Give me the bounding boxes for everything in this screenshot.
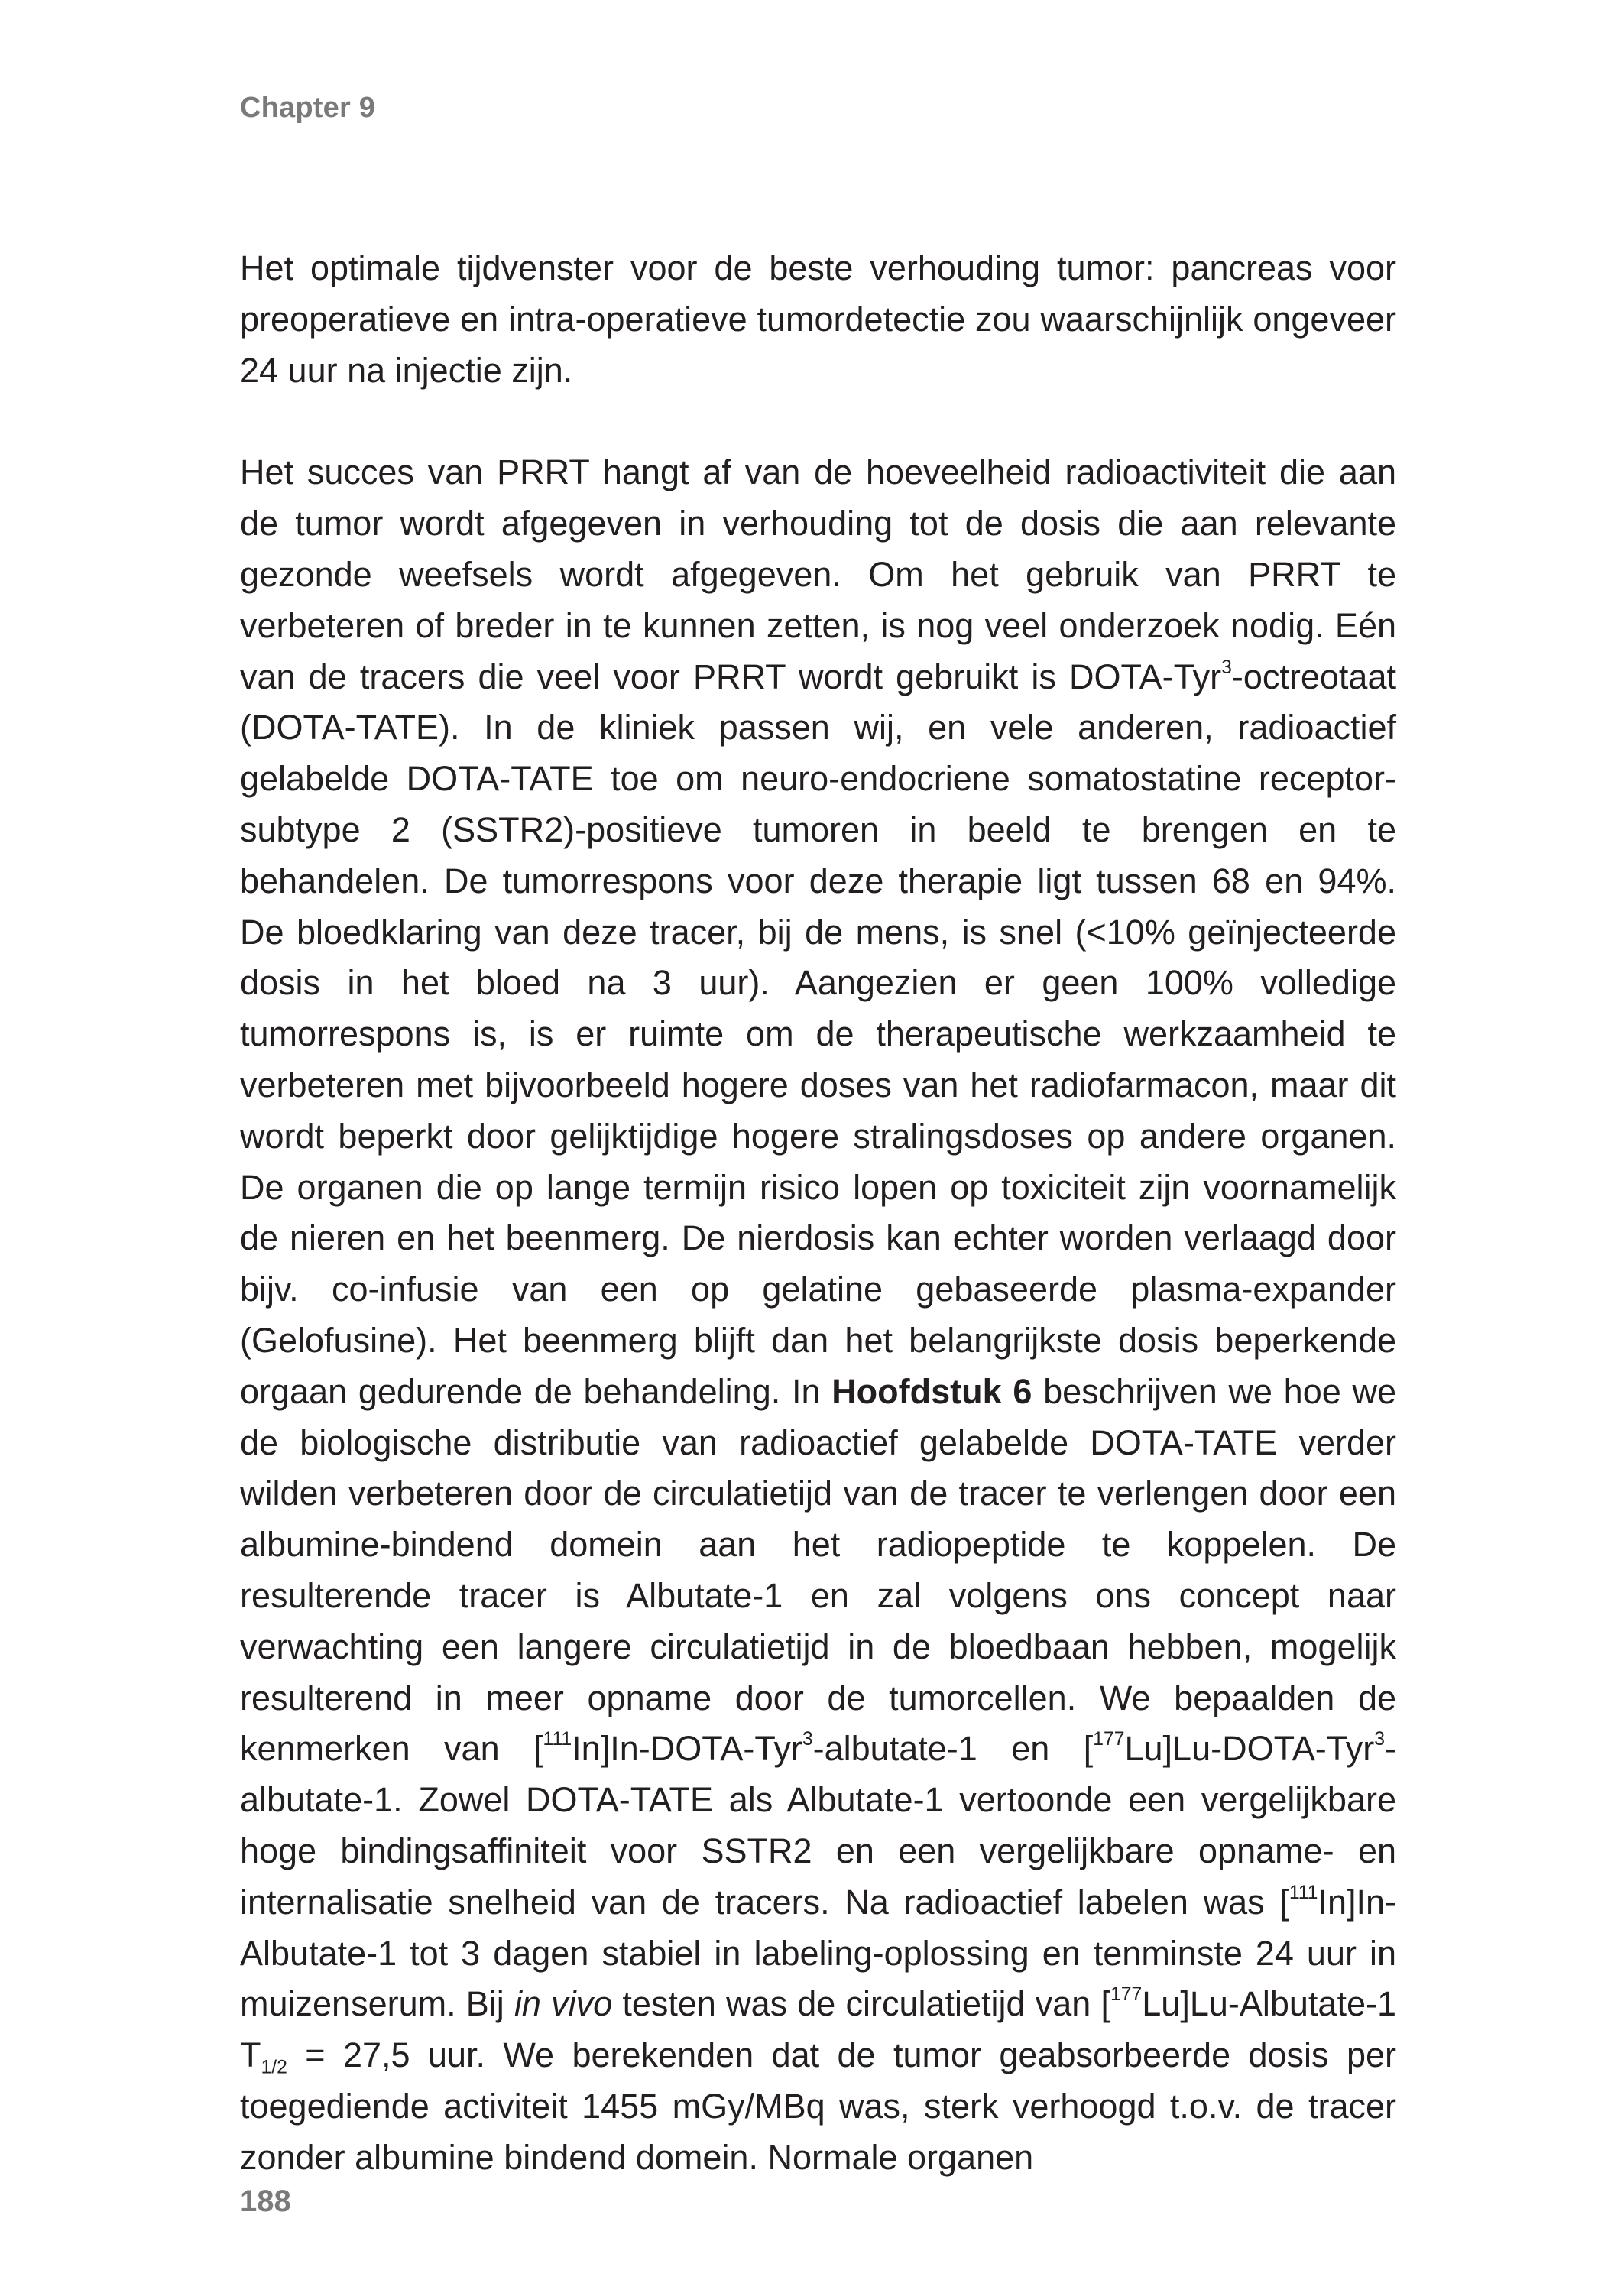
superscript: 177 [1110, 1984, 1143, 2006]
text-run: -albutate-1 en [ [812, 1729, 1094, 1769]
superscript: 3 [802, 1729, 813, 1750]
paragraph-2 [240, 447, 1396, 2183]
text-run: In]In-Albutate-1 tot 3 dagen stabiel in labeling-oplossing en tenminste 24 uur in muizenserum. Bij [240, 1882, 1396, 2024]
bold-chapter-reference: Hoofdstuk 6 [831, 1371, 1032, 1411]
text-run: Lu]Lu-Albutate-1 T [240, 1984, 1396, 2075]
superscript: 3 [1221, 657, 1232, 678]
paragraph-1: Het optimale tijdvenster voor de beste verhouding tumor: pancreas voor preoperatieve en intra-operatieve tumordetectie zou waarschijnlijk ongeveer 24 uur na injectie zijn. [240, 248, 1396, 390]
text-run: -octreotaat (DOTA-TATE). In de kliniek passen wij, en vele anderen, radioactief gelabelde DOTA-TATE toe om neuro-endocriene somatostatine receptor-subtype 2 (SSTR2)-positieve tumoren in beeld te brengen en te behandelen. De tumorrespons voor deze therapie ligt tussen 68 en 94%. De bloedklaring van deze tracer, bij de mens, is snel (<10% geïnjecteerde dosis in het bloed na 3 uur). Aangezien er geen 100% volledige tumorrespons is, is er ruimte om de therapeutische werkzaamheid te verbeteren met bijvoorbeeld hogere doses van het radiofarmacon, maar dit wordt beperkt door gelijktijdige hogere stralingsdoses op andere organen. De organen die op lange termijn risico lopen op toxiciteit zijn voornamelijk de nieren en het beenmerg. De nierdosis kan echter worden verlaagd door bijv. co-infusie van een op gelatine gebaseerde plasma-expander (Gelofusine). Het beenmerg blijft dan het belangrijkste dosis beperkende orgaan gedurende de behandeling. In [240, 657, 1396, 1411]
text-run: beschrijven we hoe we de biologische distributie van radioactief gelabelde DOTA-TATE verder wilden verbeteren door de circulatietijd van de tracer te verlengen door een albumine-bindend domein aan het radiopeptide te koppelen. De resulterende tracer is Albutate-1 en zal volgens ons concept naar verwachting een langere circulatietijd in de bloedbaan hebben, mogelijk resulterend in meer opname door de tumorcellen. We bepaalden de kenmerken van [ [240, 1371, 1396, 1769]
body-text [240, 243, 1396, 2183]
page-number: 188 [240, 2184, 291, 2218]
text-run: -albutate-1. Zowel DOTA-TATE als Albutate-1 vertoonde een vergelijkbare hoge bindingsaffiniteit voor SSTR2 en een vergelijkbare opname- en internalisatie snelheid van de tracers. Na radioactief labelen was [ [240, 1729, 1396, 1922]
superscript: 111 [1289, 1882, 1318, 1903]
text-run: = 27,5 uur. We berekenden dat de tumor geabsorbeerde dosis per toegediende activiteit 1455 mGy/MBq was, sterk verhoogd t.o.v. de tracer zonder albumine bindend domein. Normale organen [240, 2035, 1396, 2177]
running-head: Chapter 9 [240, 92, 376, 124]
subscript: 1/2 [261, 2057, 287, 2078]
text-run: Lu]Lu-DOTA-Tyr [1124, 1729, 1375, 1769]
superscript: 111 [543, 1729, 572, 1750]
text-run: In]In-DOTA-Tyr [572, 1729, 802, 1769]
superscript: 3 [1374, 1729, 1385, 1750]
text-run: Het succes van PRRT hangt af van de hoeveelheid radioactiviteit die aan de tumor wordt afgegeven in verhouding tot de dosis die aan relevante gezonde weefsels wordt afgegeven. Om het gebruik van PRRT te verbeteren of breder in te kunnen zetten, is nog veel onderzoek nodig. Eén van de tracers die veel voor PRRT wordt gebruikt is DOTA-Tyr [240, 452, 1396, 696]
superscript: 177 [1093, 1729, 1125, 1750]
italic-term: in vivo [514, 1984, 613, 2024]
text-run: testen was de circulatietijd van [ [612, 1984, 1110, 2024]
